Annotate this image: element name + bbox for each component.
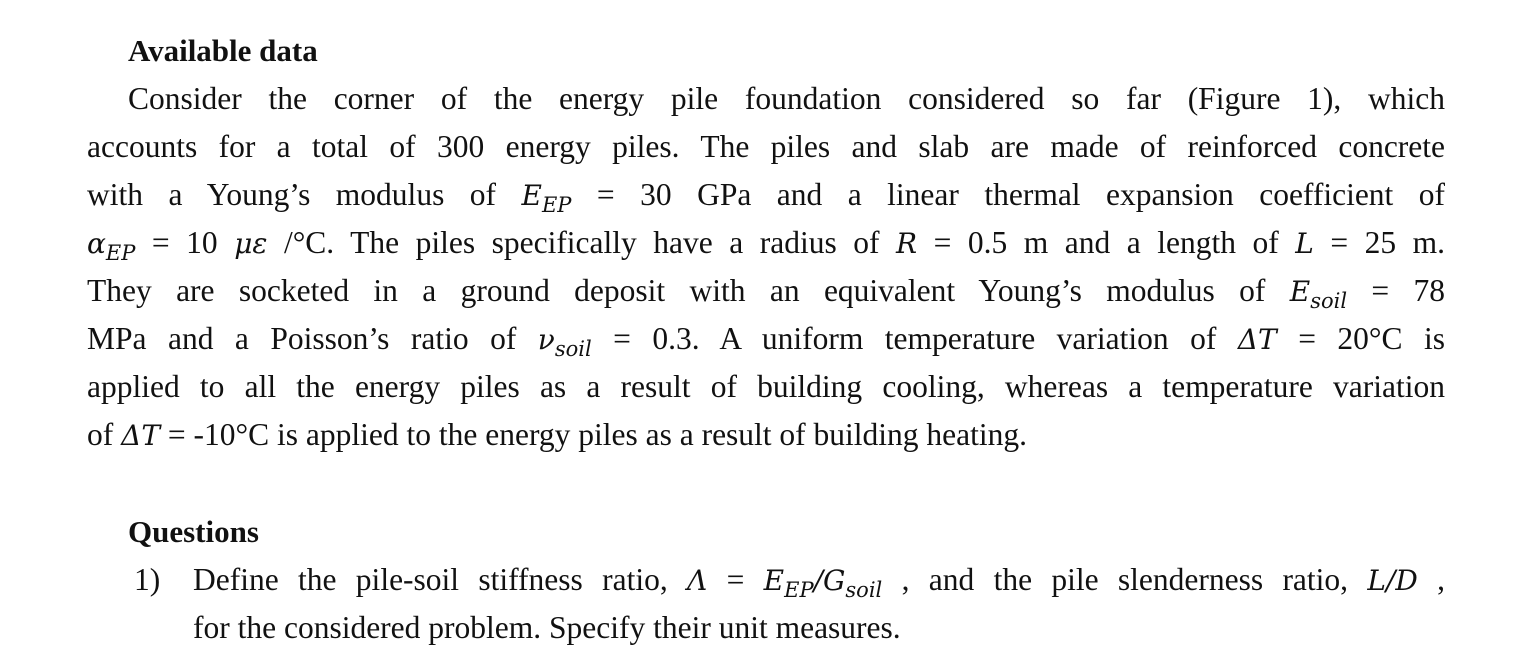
paragraph-line: accounts for a total of 300 energy piles. The piles and slab are made of reinforced concrete — [87, 129, 1445, 164]
question-line: Define the pile-soil stiffness ratio, $\Lambda = E_{EP}/G_{soil}$ , and the pile slenderness ratio, L/D , — [193, 562, 1446, 602]
question-number: 1) — [134, 562, 161, 597]
paragraph-line: with a Young’s modulus of $E_{EP} = 30$ GPa and a linear thermal expansion coefficient of — [87, 177, 1446, 217]
paragraph-line: $\alpha_{EP} = 10$ με /°C. The piles specifically have a radius of R = 0.5 m and a length of L = 25 m. — [87, 225, 1446, 265]
paragraph-line: MPa and a Poisson’s ratio of $\nu_{soil} = 0.3$. A uniform temperature variation of ΔT = 20°C is — [87, 321, 1446, 361]
paragraph-line: Consider the corner of the energy pile foundation considered so far (Figure 1), which — [128, 81, 1445, 116]
paragraph-line: of ΔT = -10°C is applied to the energy piles as a result of building heating. — [87, 417, 1028, 452]
paragraph-line: They are socketed in a ground deposit with an equivalent Young’s modulus of $E_{soil} = 78$ — [87, 273, 1446, 313]
questions-heading: Questions — [128, 514, 259, 549]
question-line: for the considered problem. Specify their unit measures. — [193, 610, 901, 645]
available-data-heading: Available data — [128, 33, 318, 68]
paragraph-line: applied to all the energy piles as a result of building cooling, whereas a temperature variation — [87, 369, 1445, 404]
